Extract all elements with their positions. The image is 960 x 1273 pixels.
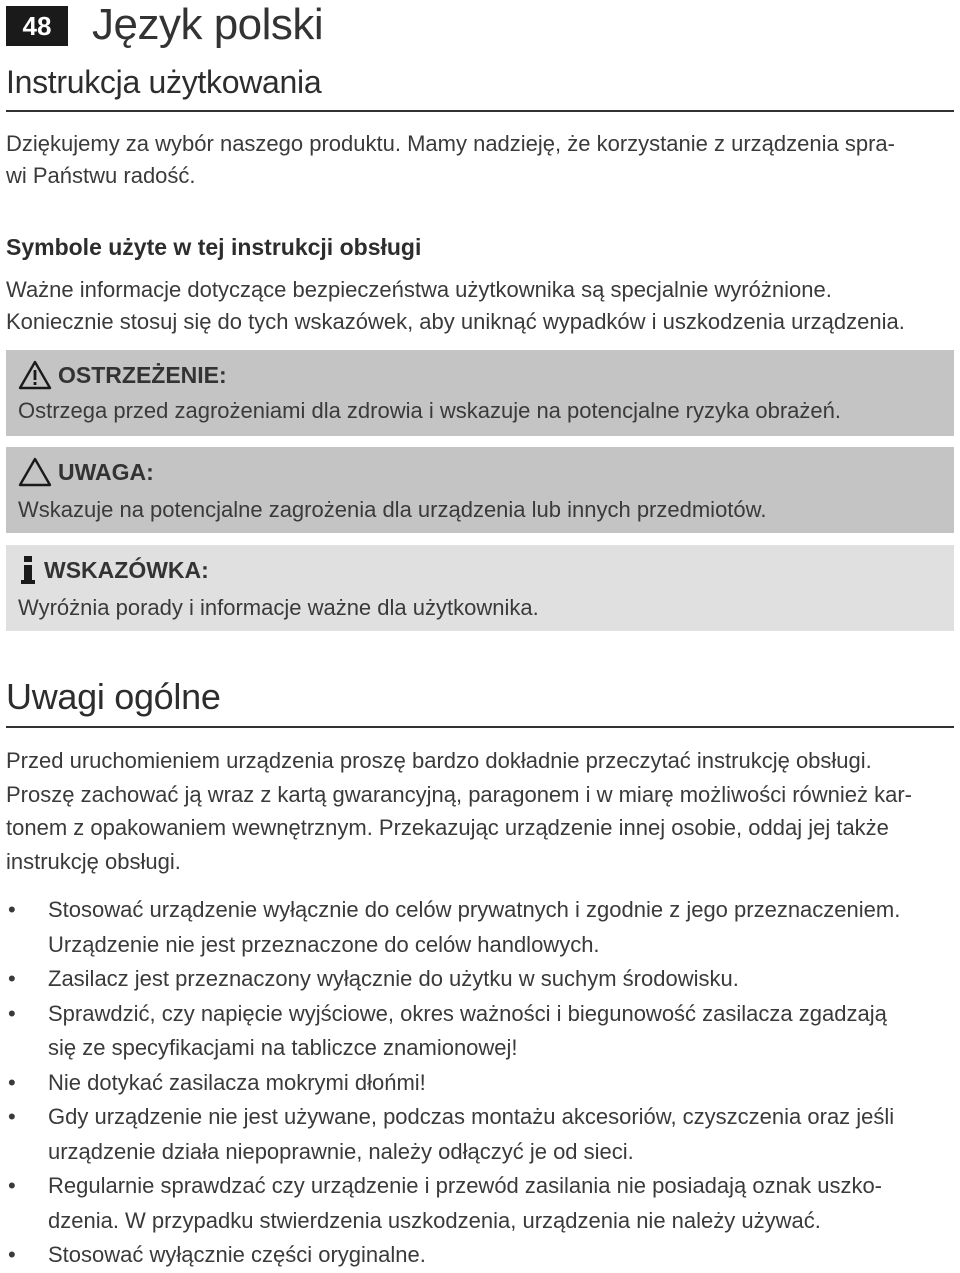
warning-text: Ostrzega przed zagrożeniami dla zdrowia i wskazuje na potencjalne ryzyka obrażeń. xyxy=(18,398,841,423)
tip-text: Wyróżnia porady i informacje ważne dla użytkownika. xyxy=(18,595,539,620)
list-item-line: Stosować urządzenie wyłącznie do celów prywatnych i zgodnie z jego przeznaczeniem. xyxy=(48,897,901,922)
safety-bullet-list xyxy=(6,893,954,1273)
list-item-line: dzenia. W przypadku stwierdzenia uszkodzenia, urządzenia nie należy używać. xyxy=(48,1207,821,1233)
bullet-icon: • xyxy=(8,1069,16,1095)
bullet-icon: • xyxy=(8,897,16,922)
list-item-line: Zasilacz jest przeznaczony wyłącznie do użytku w suchym środowisku. xyxy=(48,966,739,991)
warning-label: OSTRZEŻENIE: xyxy=(58,361,227,388)
general-paragraph xyxy=(6,744,954,878)
general-line: tonem z opakowaniem wewnętrznym. Przekazując urządzenie innej osobie, oddaj jej także xyxy=(6,815,889,840)
symbols-heading: Symbole użyte w tej instrukcji obsługi xyxy=(6,234,422,260)
list-item-line: Regularnie sprawdzać czy urządzenie i przewód zasilania nie posiadają oznak uszko- xyxy=(48,1173,883,1198)
page-number: 48 xyxy=(6,6,68,46)
language-title: Język polski xyxy=(92,0,324,49)
symbols-line: Ważne informacje dotyczące bezpieczeństwa użytkownika są specjalnie wyróżnione. xyxy=(6,277,832,302)
general-line: Proszę zachować ją wraz z kartą gwarancyjną, paragonem i w miarę możliwości również kar- xyxy=(6,781,912,807)
bullet-icon: • xyxy=(8,1173,16,1198)
bullet-icon: • xyxy=(8,1242,16,1267)
tip-label: WSKAZÓWKA: xyxy=(44,556,209,583)
general-line: instrukcję obsługi. xyxy=(6,848,181,874)
list-item xyxy=(6,1169,954,1238)
bullet-icon: • xyxy=(8,1000,16,1026)
bullet-icon: • xyxy=(8,966,16,991)
caution-box xyxy=(6,447,954,533)
caution-label: UWAGA: xyxy=(58,458,154,485)
list-item xyxy=(6,962,954,997)
symbols-paragraph xyxy=(6,274,954,338)
list-item-line: Sprawdzić, czy napięcie wyjściowe, okres ważności i biegunowość zasilacza zgadzają xyxy=(48,1000,887,1026)
list-item-line: Stosować wyłącznie części oryginalne. xyxy=(48,1242,426,1267)
intro-line: Dziękujemy za wybór naszego produktu. Mamy nadzieję, że korzystanie z urządzenia spra- xyxy=(6,131,895,156)
list-item xyxy=(6,997,954,1066)
document-title: Instrukcja użytkowania xyxy=(6,64,322,100)
list-item xyxy=(6,1238,954,1273)
intro-line: wi Państwu radość. xyxy=(6,163,196,188)
warning-box xyxy=(6,350,954,436)
list-item xyxy=(6,1100,954,1169)
caution-text: Wskazuje na potencjalne zagrożenia dla urządzenia lub innych przedmiotów. xyxy=(18,497,767,522)
tip-header xyxy=(18,555,209,585)
symbols-line: Koniecznie stosuj się do tych wskazówek, aby uniknąć wypadków i uszkodzenia urządzenia. xyxy=(6,309,905,334)
list-item xyxy=(6,1066,954,1101)
general-section-title: Uwagi ogólne xyxy=(6,676,221,717)
caution-triangle-icon xyxy=(18,457,52,487)
tip-box xyxy=(6,545,954,631)
warning-header xyxy=(18,360,227,390)
list-item-line: Urządzenie nie jest przeznaczone do celów handlowych. xyxy=(48,931,600,957)
general-line: Przed uruchomieniem urządzenia proszę bardzo dokładnie przeczytać instrukcję obsługi. xyxy=(6,748,872,773)
list-item-line: urządzenie działa niepoprawnie, należy odłączyć je od sieci. xyxy=(48,1138,634,1164)
list-item-line: Nie dotykać zasilacza mokrymi dłońmi! xyxy=(48,1069,426,1095)
list-item xyxy=(6,893,954,962)
info-icon xyxy=(18,555,38,585)
warning-triangle-icon xyxy=(18,360,52,390)
section-divider xyxy=(6,726,954,728)
caution-header xyxy=(18,457,154,487)
list-item-line: Gdy urządzenie nie jest używane, podczas montażu akcesoriów, czyszczenia oraz jeśli xyxy=(48,1104,895,1129)
bullet-icon: • xyxy=(8,1104,16,1129)
intro-paragraph xyxy=(6,128,954,192)
list-item-line: się ze specyfikacjami na tabliczce znamionowej! xyxy=(48,1035,518,1060)
title-divider xyxy=(6,110,954,112)
